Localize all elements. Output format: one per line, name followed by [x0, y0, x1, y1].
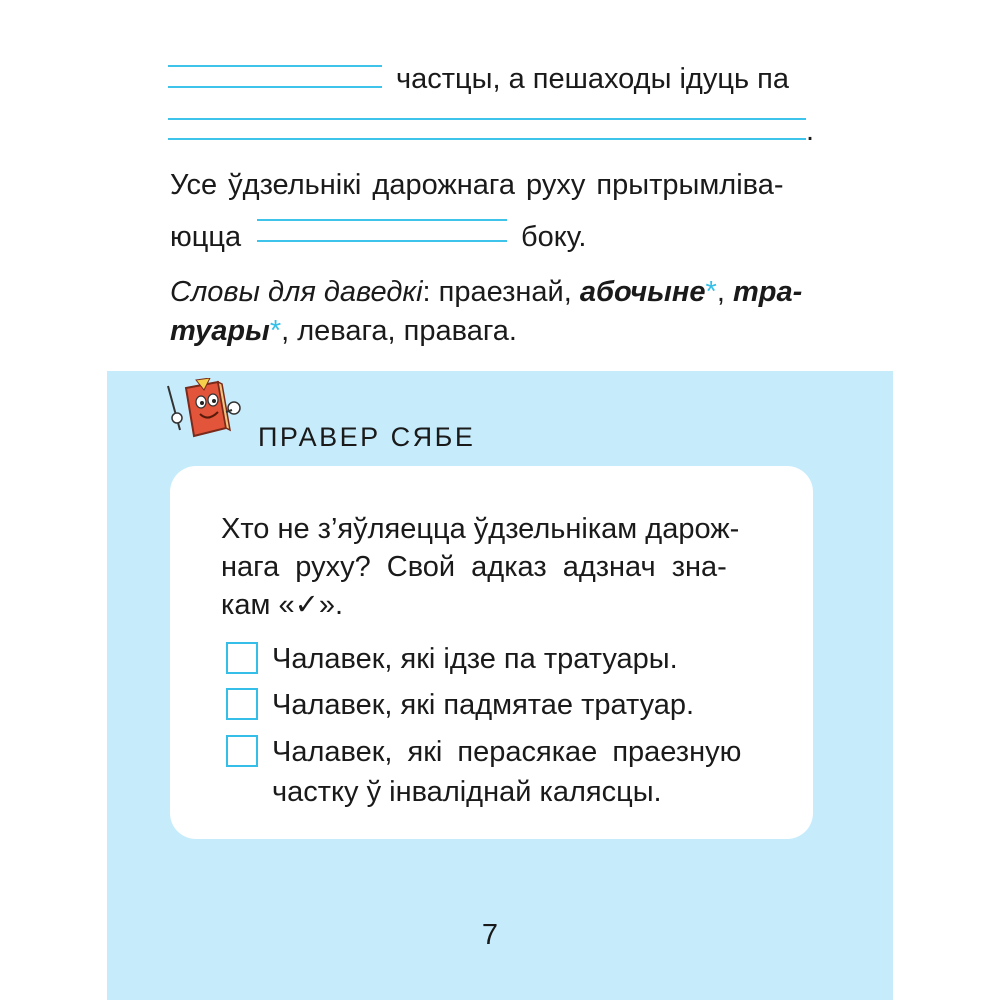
- hint-line-2: [170, 314, 517, 348]
- check-title: ПРАВЕР СЯБЕ: [258, 422, 476, 452]
- hint-word-2: абочыне: [579, 276, 706, 308]
- answer-line-1b[interactable]: [168, 86, 382, 88]
- hint-label: Словы для даведкі: [170, 276, 423, 308]
- hint-word-3a: тра-: [732, 276, 803, 308]
- book-mascot-icon: [160, 378, 244, 440]
- footnote-star-icon-2: *: [269, 315, 282, 347]
- hint-rest: , левага, правага.: [281, 315, 517, 347]
- question-line-2: нага руху? Свой адказ адзнач зна-: [221, 551, 727, 583]
- option-3-label-line-1: Чалавек, які перасякае праезную: [272, 736, 742, 768]
- exercise-line-3: Усе ўдзельнікі дарожнага руху прытрымліва-: [170, 169, 784, 201]
- option-checkbox-3[interactable]: [226, 735, 258, 767]
- option-1-label: Чалавек, які ідзе па тратуары.: [272, 643, 678, 675]
- question-line-3: кам «✓».: [221, 589, 344, 621]
- footnote-star-icon: *: [705, 276, 717, 308]
- page-number: 7: [481, 919, 499, 951]
- question-line-1: Хто не з’яўляецца ўдзельнікам дарож-: [221, 513, 740, 545]
- option-checkbox-1[interactable]: [226, 642, 258, 674]
- hint-colon: :: [422, 276, 431, 308]
- answer-line-2b[interactable]: [168, 138, 806, 140]
- exercise-line-1: частцы, а пешаходы ідуць па: [396, 63, 789, 95]
- exercise-line-4-end: боку.: [521, 221, 587, 253]
- exercise-line-4-start: юцца: [170, 221, 242, 253]
- answer-line-2[interactable]: [168, 118, 806, 120]
- hint-word-1: праезнай,: [430, 276, 580, 308]
- option-2-label: Чалавек, які падмятае тратуар.: [272, 689, 695, 721]
- hint-word-3b: туары: [170, 315, 270, 347]
- option-checkbox-2[interactable]: [226, 688, 258, 720]
- answer-line-3[interactable]: [257, 219, 507, 221]
- hint-line-1: [170, 275, 802, 309]
- hint-sep: ,: [716, 276, 733, 308]
- exercise-line-2-end: .: [806, 115, 815, 147]
- option-3-label-line-2: частку ў інваліднай калясцы.: [272, 776, 662, 808]
- answer-line-1[interactable]: [168, 65, 382, 67]
- answer-line-3b[interactable]: [257, 240, 507, 242]
